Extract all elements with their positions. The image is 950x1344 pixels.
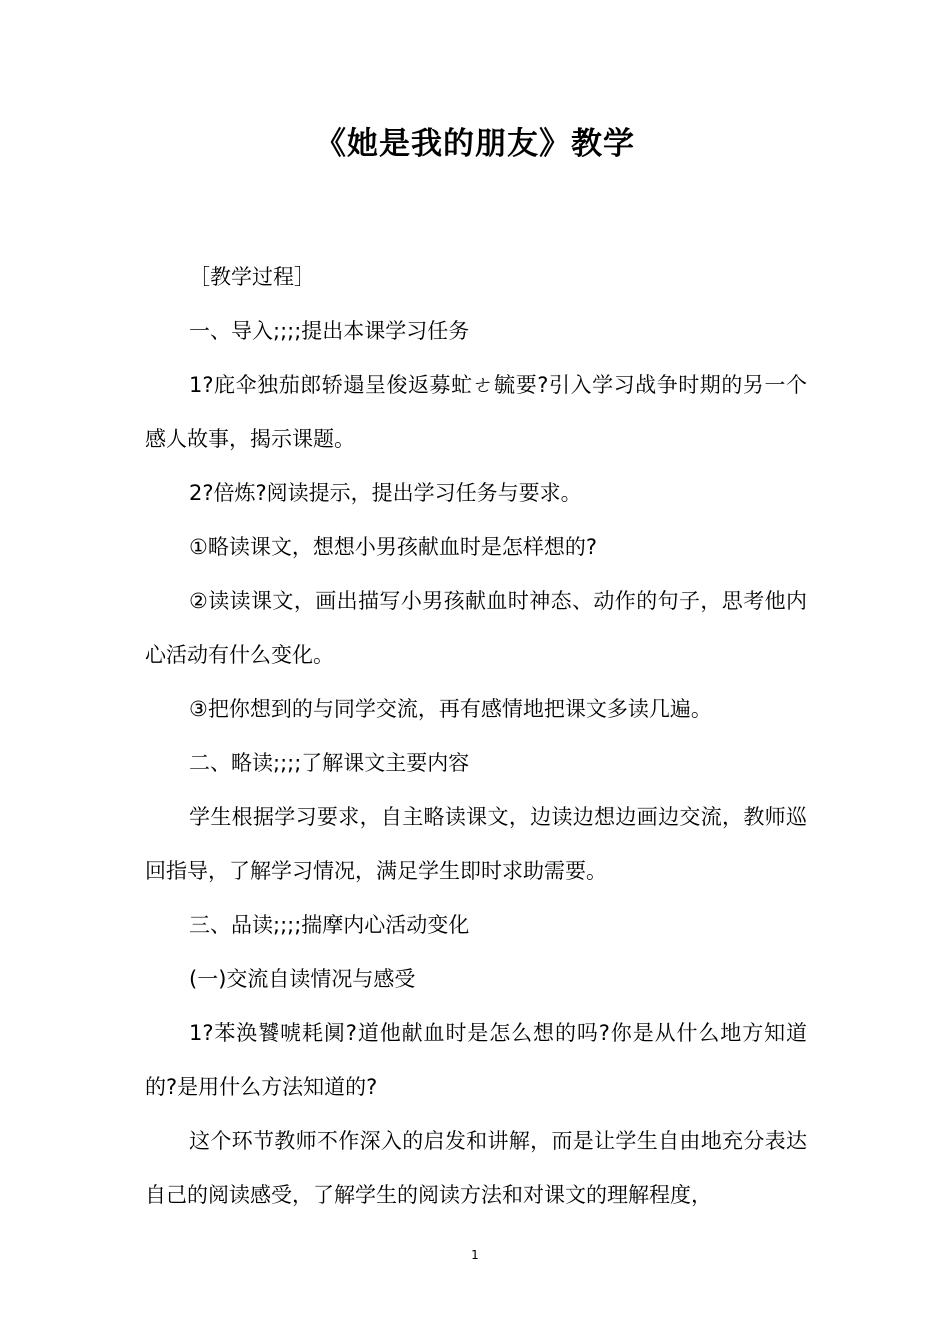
paragraph-task-2: ②读读课文，画出描写小男孩献血时神态、动作的句子，思考他内心活动有什么变化。: [145, 589, 807, 667]
paragraph-question-1: 1?苯涣饕唬耗阒?道他献血时是怎么想的吗?你是从什么地方知道的?是用什么方法知道的?: [145, 1021, 807, 1099]
paragraph-part-two-heading: 二、略读;;;;了解课文主要内容: [189, 751, 470, 775]
paragraph-part-two-body: 学生根据学习要求，自主略读课文，边读边想边画边交流，教师巡回指导，了解学习情况，满足学生即时求助需要。: [145, 805, 807, 883]
paragraph-subsection-one: (一)交流自读情况与感受: [189, 967, 416, 991]
page-number: 1: [471, 1248, 479, 1262]
document-title: 《她是我的朋友》教学: [315, 126, 635, 162]
paragraph-part-three-heading: 三、品读;;;;揣摩内心活动变化: [189, 913, 470, 937]
paragraph-item-2: 2?倍炼?阅读提示，提出学习任务与要求。: [189, 481, 582, 505]
paragraph-explanation: 这个环节教师不作深入的启发和讲解，而是让学生自由地充分表达自己的阅读感受，了解学生的阅读方法和对课文的理解程度，: [145, 1129, 807, 1207]
paragraph-task-3: ③把你想到的与同学交流，再有感情地把课文多读几遍。: [189, 697, 712, 721]
paragraph-part-one-heading: 一、导入;;;;提出本课学习任务: [189, 319, 470, 343]
document-body: [145, 250, 807, 1222]
paragraph-item-1: 1?庇伞独茄郎轿遢呈俊返募虻ㄜ毓要?引入学习战争时期的另一个感人故事，揭示课题。: [145, 373, 807, 451]
paragraph-section-heading: ［教学过程］: [189, 265, 315, 289]
paragraph-task-1: ①略读课文，想想小男孩献血时是怎样想的?: [189, 535, 597, 559]
